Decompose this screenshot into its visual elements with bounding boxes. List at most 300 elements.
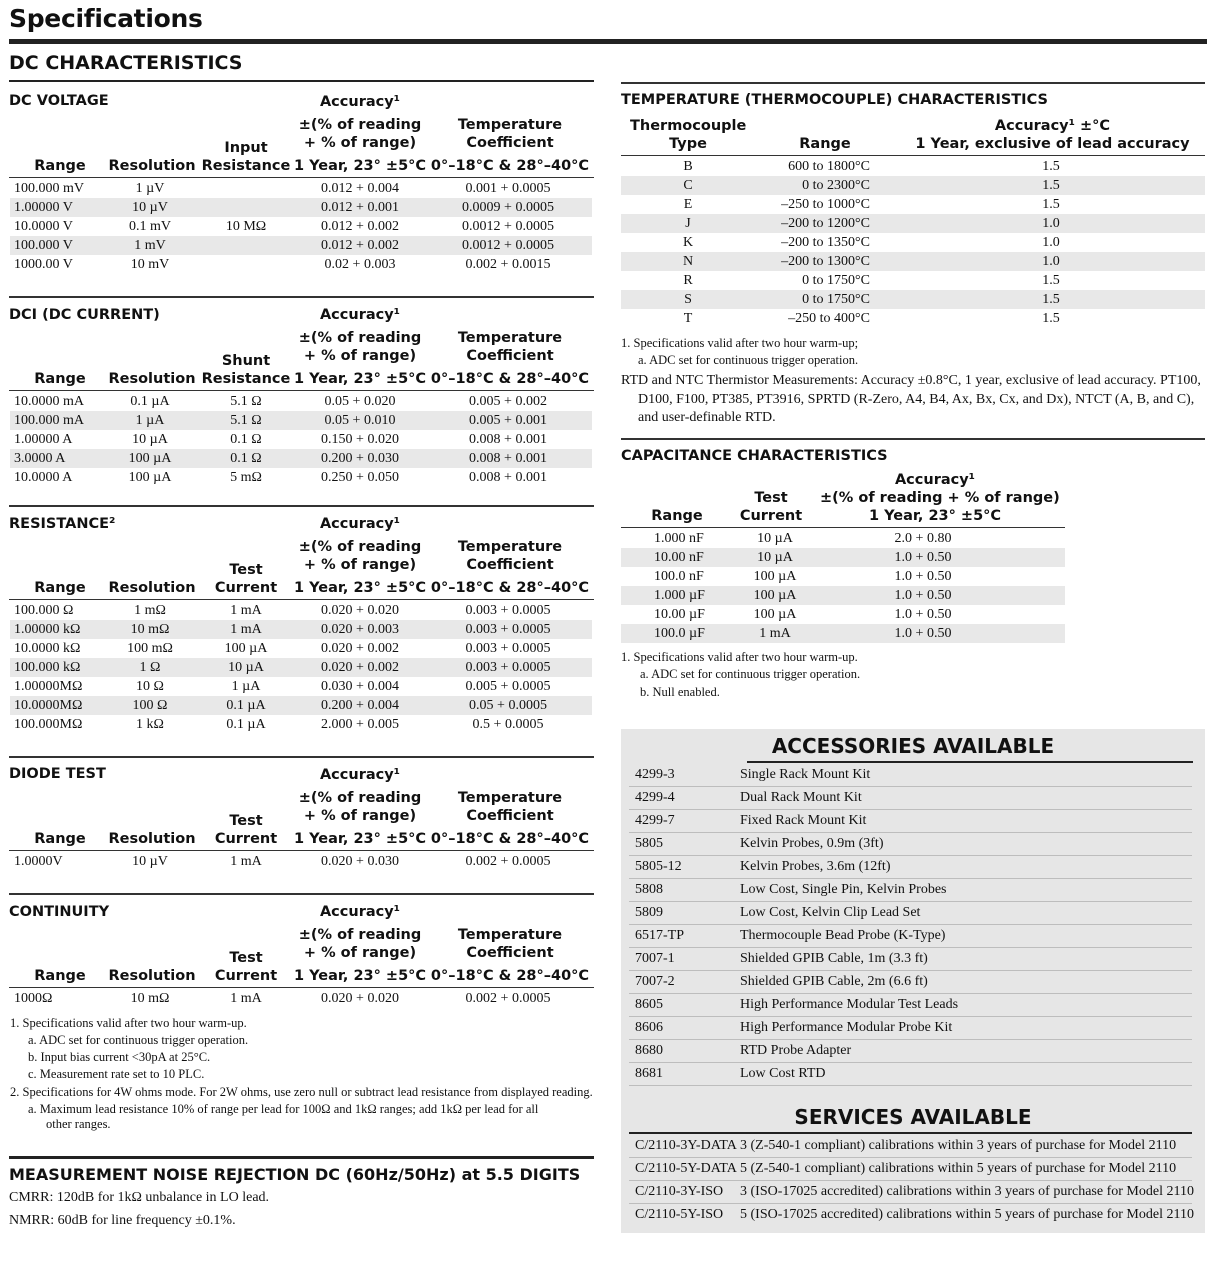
- resolution-cell: 100 mΩ: [127, 641, 173, 656]
- accessory-code: 8680: [635, 1043, 663, 1058]
- accuracy-header: Accuracy¹: [319, 94, 401, 110]
- accuracy-header: 1 Year, 23° ±5°C: [868, 508, 1002, 524]
- resolution-cell: 1 mΩ: [134, 603, 166, 618]
- page-title: Specifications: [9, 4, 203, 33]
- table-row: [10, 392, 592, 411]
- table-row: [621, 567, 1065, 586]
- accessory-code: 5809: [635, 905, 663, 920]
- service-description: 5 (Z-540-1 compliant) calibrations within 5 years of purchase for Model 2110: [740, 1161, 1177, 1176]
- accuracy-cell: 0.020 + 0.020: [321, 991, 399, 1006]
- range-cell: 1.00000 A: [14, 432, 73, 447]
- accessory-item: [621, 993, 1205, 1016]
- table-row: [10, 696, 592, 715]
- accuracy-cell: 0.200 + 0.004: [321, 698, 399, 713]
- resolution-cell: 0.1 mV: [129, 219, 171, 234]
- temp-coefficient-cell: 0.0009 + 0.0005: [462, 200, 554, 215]
- table-row: [10, 677, 592, 696]
- accessory-item: [621, 809, 1205, 832]
- accessory-code: 4299-7: [635, 813, 675, 828]
- service-code: C/2110-3Y-DATA: [635, 1138, 737, 1153]
- current-header: Current: [739, 508, 803, 524]
- accessory-item: [621, 1016, 1205, 1039]
- accuracy-cell: 0.250 + 0.050: [321, 470, 399, 485]
- resolution-cell: 1 mV: [134, 238, 166, 253]
- range-cell: 1.00000MΩ: [14, 679, 83, 694]
- temp-coefficient-header: Temperature: [457, 117, 563, 133]
- column3-header: Shunt: [221, 353, 271, 369]
- footnote: a. ADC set for continuous trigger operation.: [28, 1033, 249, 1047]
- accuracy-cell: 0.020 + 0.002: [321, 641, 399, 656]
- accessory-description: High Performance Modular Test Leads: [740, 997, 959, 1012]
- current-header: Test: [754, 490, 788, 506]
- range-cell: 100.0 µF: [654, 626, 705, 641]
- accessories-title: ACCESSORIES AVAILABLE: [771, 734, 1055, 758]
- range-cell: 1.0000V: [14, 854, 63, 869]
- range-cell: 100.000 mV: [14, 181, 84, 196]
- accessory-code: 8681: [635, 1066, 663, 1081]
- range-header: Range: [34, 580, 86, 596]
- column3-cell: 1 mA: [230, 991, 262, 1006]
- accuracy-cell: 0.020 + 0.003: [321, 622, 399, 637]
- accessory-description: Kelvin Probes, 3.6m (12ft): [740, 859, 891, 874]
- type-cell: R: [683, 273, 693, 288]
- accessory-item: [621, 832, 1205, 855]
- range-cell: 0 to 1750°C: [802, 273, 870, 288]
- temp-coefficient-cell: 0.003 + 0.0005: [465, 660, 551, 675]
- accuracy-header: 1 Year, 23° ±5°C: [293, 831, 427, 847]
- services-title: SERVICES AVAILABLE: [794, 1105, 1032, 1129]
- accessory-code: 6517-TP: [635, 928, 684, 943]
- table-row: [10, 620, 592, 639]
- column3-cell: 10 µA: [228, 660, 264, 675]
- table-row: [621, 309, 1205, 328]
- column3-cell: 5 mΩ: [230, 470, 262, 485]
- type-cell: E: [683, 197, 693, 212]
- accuracy-header: Accuracy¹: [894, 472, 976, 488]
- range-cell: 100.000 Ω: [14, 603, 74, 618]
- service-description: 3 (ISO-17025 accredited) calibrations within 3 years of purchase for Model 2110: [740, 1184, 1194, 1199]
- temp-coefficient-header: Temperature: [457, 539, 563, 555]
- accuracy-cell: 1.5: [1042, 159, 1060, 174]
- resolution-header: Resolution: [108, 968, 196, 984]
- footnote: 1. Specifications valid after two hour warm-up.: [621, 650, 858, 664]
- accuracy-cell: 0.05 + 0.020: [324, 394, 396, 409]
- dc-title-rule: [9, 80, 594, 82]
- range-cell: 10.0000 mA: [14, 394, 84, 409]
- accuracy-cell: 0.030 + 0.004: [321, 679, 399, 694]
- temp-coefficient-header: Coefficient: [466, 557, 554, 573]
- service-description: 5 (ISO-17025 accredited) calibrations within 5 years of purchase for Model 2110: [740, 1207, 1194, 1222]
- accuracy-cell: 1.0 + 0.50: [894, 550, 952, 565]
- accuracy-header: Accuracy¹: [319, 307, 401, 323]
- accuracy-header: ±(% of reading: [298, 927, 422, 943]
- type-cell: T: [683, 311, 693, 326]
- capacitance-title: CAPACITANCE CHARACTERISTICS: [621, 448, 888, 464]
- type-cell: K: [682, 235, 694, 250]
- service-item: [621, 1157, 1205, 1180]
- column3-cell: 5.1 Ω: [230, 413, 262, 428]
- accessory-item: [621, 855, 1205, 878]
- dc-current-title: DCI (DC CURRENT): [9, 307, 160, 323]
- column3-cell: 1 mA: [230, 603, 262, 618]
- accessory-description: RTD Probe Adapter: [740, 1043, 852, 1058]
- service-code: C/2110-5Y-DATA: [635, 1161, 737, 1176]
- table-row: [621, 252, 1205, 271]
- table-row: [10, 236, 592, 255]
- range-cell: –200 to 1300°C: [781, 254, 870, 269]
- column3-header: Input: [224, 140, 268, 156]
- table-row: [10, 179, 592, 198]
- accessory-description: Thermocouple Bead Probe (K-Type): [740, 928, 946, 943]
- table-row: [10, 989, 592, 1008]
- temp-coefficient-header: 0°–18°C & 28°–40°C: [430, 580, 590, 596]
- accessory-description: Single Rack Mount Kit: [740, 767, 871, 782]
- accuracy-header: ±(% of reading: [298, 539, 422, 555]
- resolution-header: Resolution: [108, 831, 196, 847]
- accessory-description: Shielded GPIB Cable, 1m (3.3 ft): [740, 951, 928, 966]
- accuracy-header: 1 Year, exclusive of lead accuracy: [915, 136, 1190, 152]
- table-row: [621, 157, 1205, 176]
- accuracy-cell: 1.0: [1042, 254, 1060, 269]
- accuracy-header: Accuracy¹: [319, 904, 401, 920]
- input-resistance-cell: 10 MΩ: [225, 219, 267, 234]
- temp-coefficient-header: 0°–18°C & 28°–40°C: [430, 158, 590, 174]
- table-row: [621, 271, 1205, 290]
- accuracy-cell: 1.5: [1042, 273, 1060, 288]
- table-row: [621, 233, 1205, 252]
- resolution-cell: 1 µV: [135, 181, 165, 196]
- type-cell: N: [682, 254, 694, 269]
- accuracy-header: Accuracy¹: [319, 516, 401, 532]
- resolution-cell: 10 mΩ: [130, 622, 170, 637]
- accessory-description: Kelvin Probes, 0.9m (3ft): [740, 836, 884, 851]
- table-row: [10, 430, 592, 449]
- accessories-services-box: [621, 729, 1205, 1233]
- accessory-item: [621, 947, 1205, 970]
- table-row: [10, 411, 592, 430]
- temp-coefficient-header: Coefficient: [466, 808, 554, 824]
- diode-title: DIODE TEST: [9, 766, 106, 782]
- range-cell: 10.0000 V: [14, 219, 73, 234]
- column3-header: Current: [214, 968, 278, 984]
- column3-header: Test: [229, 950, 263, 966]
- resolution-cell: 1 Ω: [139, 660, 161, 675]
- resolution-cell: 0.1 µA: [130, 394, 170, 409]
- temp-coefficient-header: 0°–18°C & 28°–40°C: [430, 968, 590, 984]
- current-cell: 100 µA: [753, 588, 797, 603]
- accuracy-cell: 0.020 + 0.002: [321, 660, 399, 675]
- temp-coefficient-header: Temperature: [457, 927, 563, 943]
- resolution-header: Resolution: [108, 580, 196, 596]
- temp-coefficient-cell: 0.008 + 0.001: [469, 470, 547, 485]
- temp-coefficient-header: 0°–18°C & 28°–40°C: [430, 831, 590, 847]
- footnote: 1. Specifications valid after two hour warm-up;: [621, 336, 859, 350]
- range-cell: 100.0 nF: [654, 569, 704, 584]
- accuracy-cell: 2.000 + 0.005: [321, 717, 399, 732]
- accuracy-header: 1 Year, 23° ±5°C: [293, 371, 427, 387]
- range-cell: 0 to 2300°C: [802, 178, 870, 193]
- accuracy-header: + % of range): [303, 808, 417, 824]
- accuracy-cell: 1.0: [1042, 216, 1060, 231]
- accessory-description: Fixed Rack Mount Kit: [740, 813, 867, 828]
- temp-coefficient-cell: 0.003 + 0.0005: [465, 622, 551, 637]
- accuracy-cell: 0.150 + 0.020: [321, 432, 399, 447]
- temp-coefficient-cell: 0.002 + 0.0005: [465, 991, 551, 1006]
- table-row: [10, 639, 592, 658]
- range-cell: 100.000MΩ: [14, 717, 83, 732]
- temp-coefficient-cell: 0.005 + 0.0005: [465, 679, 551, 694]
- section-rule: [9, 893, 594, 895]
- dc-characteristics-title: DC CHARACTERISTICS: [9, 52, 243, 74]
- accessory-description: Low Cost, Kelvin Clip Lead Set: [740, 905, 921, 920]
- column3-header: Test: [229, 562, 263, 578]
- table-row: [621, 529, 1065, 548]
- thermocouple-title: TEMPERATURE (THERMOCOUPLE) CHARACTERISTICS: [621, 92, 1048, 108]
- column3-cell: 0.1 Ω: [230, 432, 262, 447]
- rtd-text: RTD and NTC Thermistor Measurements: Accuracy ±0.8°C, 1 year, exclusive of lead accuracy. PT100, D100, F100, PT385, PT3916, SPRTD (R-Zero, A4, B4, Ax, Bx, Cx, and Dx), NTCT (A, B, and C), and user-definable RTD.: [621, 373, 1201, 425]
- accuracy-cell: 1.0 + 0.50: [894, 607, 952, 622]
- current-cell: 100 µA: [753, 569, 797, 584]
- accuracy-header: 1 Year, 23° ±5°C: [293, 580, 427, 596]
- resolution-header: Resolution: [108, 371, 196, 387]
- range-cell: 10.00 µF: [654, 607, 705, 622]
- nmrr-text: NMRR: 60dB for line frequency ±0.1%.: [9, 1213, 236, 1228]
- column3-cell: 0.1 µA: [226, 717, 266, 732]
- range-cell: 10.00 nF: [654, 550, 704, 565]
- resolution-cell: 10 mΩ: [130, 991, 170, 1006]
- accessory-code: 4299-4: [635, 790, 675, 805]
- noise-title: MEASUREMENT NOISE REJECTION DC (60Hz/50Hz) at 5.5 DIGITS: [9, 1165, 581, 1184]
- accessory-item: [621, 878, 1205, 901]
- temp-coefficient-cell: 0.005 + 0.002: [469, 394, 547, 409]
- accuracy-header: + % of range): [303, 348, 417, 364]
- temp-coefficient-cell: 0.0012 + 0.0005: [462, 238, 554, 253]
- accuracy-cell: 1.5: [1042, 197, 1060, 212]
- service-item: [621, 1203, 1205, 1226]
- range-cell: 100.000 kΩ: [14, 660, 81, 675]
- column3-cell: 5.1 Ω: [230, 394, 262, 409]
- accuracy-header: + % of range): [303, 135, 417, 151]
- section-rule: [9, 296, 594, 298]
- accessory-item: [621, 924, 1205, 947]
- accessory-description: Low Cost, Single Pin, Kelvin Probes: [740, 882, 947, 897]
- column3-header: Resistance: [201, 158, 291, 174]
- column3-cell: 100 µA: [224, 641, 268, 656]
- table-row: [621, 176, 1205, 195]
- cmrr-text: CMRR: 120dB for 1kΩ unbalance in LO lead.: [9, 1190, 270, 1205]
- temp-coefficient-header: Coefficient: [466, 348, 554, 364]
- accessory-item: [621, 970, 1205, 993]
- temp-coefficient-cell: 0.002 + 0.0005: [465, 854, 551, 869]
- resolution-cell: 10 Ω: [136, 679, 164, 694]
- range-cell: 600 to 1800°C: [788, 159, 870, 174]
- footnote: c. Measurement rate set to 10 PLC.: [28, 1067, 205, 1081]
- accuracy-cell: 0.020 + 0.020: [321, 603, 399, 618]
- dc-voltage-title: DC VOLTAGE: [9, 93, 109, 109]
- noise-rule: [9, 1156, 594, 1159]
- accessory-description: Low Cost RTD: [740, 1066, 826, 1081]
- type-cell: J: [685, 216, 691, 231]
- accuracy-cell: 0.020 + 0.030: [321, 854, 399, 869]
- footnote: other ranges.: [46, 1117, 111, 1131]
- footnote: a. ADC set for continuous trigger operation.: [638, 353, 859, 367]
- accuracy-header: ±(% of reading: [298, 330, 422, 346]
- accessory-code: 7007-2: [635, 974, 675, 989]
- range-cell: –200 to 1350°C: [781, 235, 870, 250]
- column3-cell: 1 mA: [230, 622, 262, 637]
- accuracy-header: Accuracy¹: [319, 767, 401, 783]
- temp-coefficient-cell: 0.05 + 0.0005: [469, 698, 547, 713]
- footnote: b. Null enabled.: [640, 685, 720, 699]
- accuracy-cell: 1.0 + 0.50: [894, 569, 952, 584]
- footnote: b. Input bias current <30pA at 25°C.: [28, 1050, 211, 1064]
- column3-header: Resistance: [201, 371, 291, 387]
- range-cell: 1000Ω: [14, 991, 53, 1006]
- column3-cell: 0.1 µA: [226, 698, 266, 713]
- accessory-code: 5808: [635, 882, 663, 897]
- resistance-title: RESISTANCE²: [9, 516, 116, 532]
- accessory-item: [621, 786, 1205, 809]
- accuracy-cell: 0.012 + 0.004: [321, 181, 399, 196]
- accuracy-cell: 1.5: [1042, 311, 1060, 326]
- column3-cell: 0.1 Ω: [230, 451, 262, 466]
- accuracy-header: ±(% of reading: [298, 117, 422, 133]
- column3-cell: 1 mA: [230, 854, 262, 869]
- range-cell: 3.0000 A: [14, 451, 66, 466]
- table-row: [621, 214, 1205, 233]
- accuracy-cell: 0.012 + 0.001: [321, 200, 399, 215]
- current-cell: 1 mA: [759, 626, 791, 641]
- temp-coefficient-header: 0°–18°C & 28°–40°C: [430, 371, 590, 387]
- resolution-cell: 100 µA: [128, 470, 172, 485]
- accuracy-cell: 1.0 + 0.50: [894, 626, 952, 641]
- table-row: [10, 255, 592, 274]
- resolution-cell: 100 Ω: [132, 698, 168, 713]
- table-row: [10, 198, 592, 217]
- accessory-item: [621, 1039, 1205, 1062]
- accessory-item: [621, 901, 1205, 924]
- current-cell: 100 µA: [753, 607, 797, 622]
- table-row: [621, 586, 1065, 605]
- table-row: [10, 601, 592, 620]
- accessory-code: 8605: [635, 997, 663, 1012]
- section-rule: [621, 82, 1205, 84]
- current-cell: 10 µA: [757, 550, 793, 565]
- footnote: a. Maximum lead resistance 10% of range per lead for 100Ω and 1kΩ ranges; add 1kΩ per lead for all: [28, 1102, 539, 1116]
- accuracy-cell: 1.0 + 0.50: [894, 588, 952, 603]
- accuracy-header: Accuracy¹ ±°C: [994, 118, 1111, 134]
- table-row: [621, 290, 1205, 309]
- temp-coefficient-header: Coefficient: [466, 945, 554, 961]
- temp-coefficient-cell: 0.001 + 0.0005: [465, 181, 551, 196]
- accuracy-header: ±(% of reading + % of range): [820, 490, 1060, 506]
- accessory-code: 7007-1: [635, 951, 675, 966]
- accuracy-header: ±(% of reading: [298, 790, 422, 806]
- column3-header: Test: [229, 813, 263, 829]
- row-divider: [629, 1085, 1192, 1086]
- accuracy-cell: 1.5: [1042, 292, 1060, 307]
- type-header: Thermocouple: [630, 118, 747, 134]
- resolution-header: Resolution: [108, 158, 196, 174]
- range-cell: 100.000 mA: [14, 413, 84, 428]
- accessory-code: 4299-3: [635, 767, 675, 782]
- table-row: [10, 715, 592, 734]
- temp-coefficient-cell: 0.003 + 0.0005: [465, 641, 551, 656]
- footnote: a. ADC set for continuous trigger operation.: [640, 667, 861, 681]
- range-header: Range: [651, 508, 703, 524]
- range-cell: 1.00000 kΩ: [14, 622, 81, 637]
- service-code: C/2110-3Y-ISO: [635, 1184, 724, 1199]
- accessory-item: [621, 763, 1205, 786]
- service-description: 3 (Z-540-1 compliant) calibrations within 3 years of purchase for Model 2110: [740, 1138, 1177, 1153]
- temp-coefficient-cell: 0.008 + 0.001: [469, 451, 547, 466]
- table-row: [10, 468, 592, 487]
- accuracy-cell: 0.02 + 0.003: [324, 257, 396, 272]
- range-cell: 100.000 V: [14, 238, 73, 253]
- column3-cell: 1 µA: [231, 679, 261, 694]
- temp-coefficient-header: Temperature: [457, 790, 563, 806]
- section-rule: [621, 438, 1205, 440]
- table-row: [10, 658, 592, 677]
- range-header: Range: [34, 968, 86, 984]
- range-cell: 1.00000 V: [14, 200, 73, 215]
- accuracy-header: 1 Year, 23° ±5°C: [293, 968, 427, 984]
- range-cell: –250 to 1000°C: [781, 197, 870, 212]
- temp-coefficient-cell: 0.5 + 0.0005: [472, 717, 544, 732]
- resolution-cell: 1 µA: [135, 413, 165, 428]
- type-header: Type: [669, 136, 707, 152]
- range-cell: 10.0000 kΩ: [14, 641, 81, 656]
- accuracy-cell: 1.5: [1042, 178, 1060, 193]
- type-cell: B: [683, 159, 693, 174]
- table-row: [621, 605, 1065, 624]
- temp-coefficient-header: Temperature: [457, 330, 563, 346]
- accessory-description: Dual Rack Mount Kit: [740, 790, 862, 805]
- temp-coefficient-header: Coefficient: [466, 135, 554, 151]
- footnote: 1. Specifications valid after two hour warm-up.: [10, 1016, 247, 1030]
- table-row: [10, 852, 592, 871]
- range-cell: –250 to 400°C: [788, 311, 870, 326]
- title-rule: [9, 39, 1207, 44]
- accessory-code: 8606: [635, 1020, 663, 1035]
- range-header: Range: [34, 831, 86, 847]
- range-cell: 1.000 µF: [654, 588, 705, 603]
- temp-coefficient-cell: 0.002 + 0.0015: [465, 257, 551, 272]
- temp-coefficient-cell: 0.008 + 0.001: [469, 432, 547, 447]
- accessory-code: 5805: [635, 836, 663, 851]
- temp-coefficient-cell: 0.0012 + 0.0005: [462, 219, 554, 234]
- accessory-description: Shielded GPIB Cable, 2m (6.6 ft): [740, 974, 928, 989]
- range-cell: 1.000 nF: [654, 531, 704, 546]
- table-row: [621, 548, 1065, 567]
- table-row: [10, 217, 592, 236]
- range-cell: 10.0000 A: [14, 470, 73, 485]
- service-item: [621, 1180, 1205, 1203]
- temp-coefficient-cell: 0.005 + 0.001: [469, 413, 547, 428]
- type-cell: S: [684, 292, 692, 307]
- accuracy-cell: 0.012 + 0.002: [321, 238, 399, 253]
- type-cell: C: [683, 178, 693, 193]
- accuracy-cell: 2.0 + 0.80: [894, 531, 952, 546]
- resolution-cell: 10 µV: [132, 200, 168, 215]
- accuracy-cell: 0.200 + 0.030: [321, 451, 399, 466]
- resolution-cell: 1 kΩ: [136, 717, 164, 732]
- accessory-code: 5805-12: [635, 859, 682, 874]
- accessory-description: High Performance Modular Probe Kit: [740, 1020, 953, 1035]
- resolution-cell: 10 µV: [132, 854, 168, 869]
- resolution-cell: 100 µA: [128, 451, 172, 466]
- range-cell: 10.0000MΩ: [14, 698, 83, 713]
